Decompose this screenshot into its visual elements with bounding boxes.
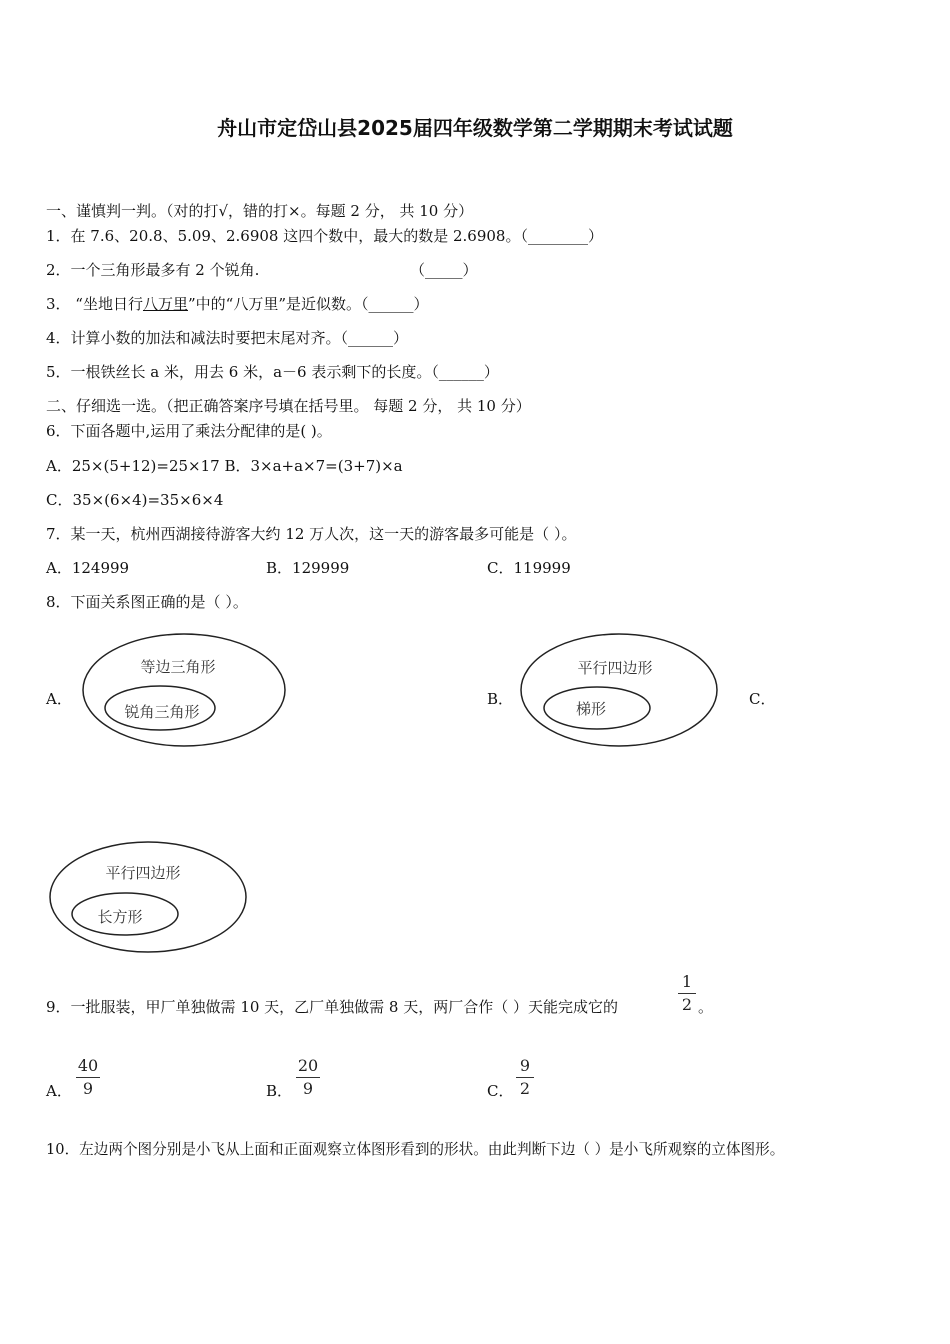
question-7-option-b: B．129999 <box>266 559 350 577</box>
question-7: 7．某一天，杭州西湖接待游客大约 12 万人次，这一天的游客最多可能是（ ）。 <box>46 525 577 543</box>
question-9: 9．一批服装，甲厂单独做需 10 天，乙厂单独做需 8 天，两厂合作（ ）天能完成它的 <box>46 998 619 1016</box>
diagram-a-outer-label: 等边三角形 <box>140 658 216 676</box>
question-4: 4．计算小数的加法和减法时要把末尾对齐。（______） <box>46 329 409 347</box>
diagram-c-outer-ellipse <box>50 842 246 952</box>
option-b-numerator: 20 <box>297 1056 319 1075</box>
question-6: 6．下面各题中,运用了乘法分配律的是( )。 <box>46 422 332 440</box>
fraction-bar <box>516 1077 534 1078</box>
question-6-options-ab: A．25×(5+12)=25×17 B．3×a+a×7=(3+7)×a <box>46 457 403 475</box>
question-8-option-c-label: C． <box>749 690 776 708</box>
diagram-b-outer-label: 平行四边形 <box>577 659 653 677</box>
diagram-c <box>48 840 250 956</box>
fraction-bar <box>296 1077 320 1078</box>
section2-heading: 二、仔细选一选。（把正确答案序号填在括号里。 每题 2 分， 共 10 分） <box>46 397 531 415</box>
option-c-numerator: 9 <box>519 1056 531 1075</box>
diagram-b-outer-ellipse <box>521 634 717 746</box>
question-9-fraction-denominator: 2 <box>681 995 693 1014</box>
question-3-underlined: 八万里 <box>142 295 188 313</box>
question-6-option-c: C．35×(6×4)=35×6×4 <box>46 491 224 509</box>
question-3 <box>46 294 429 314</box>
question-8-option-b-label: B． <box>487 690 514 708</box>
question-2: 2．一个三角形最多有 2 个锐角. <box>46 261 260 279</box>
question-7-option-a: A．124999 <box>46 559 130 577</box>
page-title: 舟山市定岱山县2025届四年级数学第二学期期末考试试题 <box>217 116 733 140</box>
question-10: 10．左边两个图分别是小飞从上面和正面观察立体图形看到的形状。由此判断下边（ ）是小飞所观察的立体图形。 <box>46 1141 785 1158</box>
diagram-c-inner-label: 长方形 <box>97 908 143 926</box>
diagram-a <box>80 632 288 750</box>
question-9-option-a-label: A． <box>46 1082 72 1100</box>
diagram-a-outer-ellipse <box>83 634 285 746</box>
diagram-a-inner-label: 锐角三角形 <box>124 703 200 721</box>
question-8-option-a-label: A． <box>46 690 72 708</box>
option-b-denominator: 9 <box>302 1079 314 1098</box>
question-2-answer-blank: （_____） <box>410 261 478 279</box>
option-a-numerator: 40 <box>77 1056 99 1075</box>
question-9-end: 。 <box>698 998 714 1016</box>
section1-heading: 一、谨慎判一判。（对的打√，错的打×。每题 2 分， 共 10 分） <box>46 202 474 220</box>
diagram-b-inner-label: 梯形 <box>575 700 607 718</box>
question-9-option-a-fraction <box>76 1056 100 1099</box>
question-3-prefix: 3． “坐地日行 <box>46 295 143 313</box>
fraction-bar <box>76 1077 100 1078</box>
question-9-option-c-fraction <box>516 1056 534 1099</box>
question-5: 5．一根铁丝长 a 米，用去 6 米，a－6 表示剩下的长度。（______） <box>46 363 499 381</box>
question-8: 8．下面关系图正确的是（ ）。 <box>46 593 248 611</box>
option-c-denominator: 2 <box>519 1079 531 1098</box>
question-7-option-c: C．119999 <box>487 559 571 577</box>
question-9-option-b-fraction <box>296 1056 320 1099</box>
question-9-option-b-label: B． <box>266 1082 293 1100</box>
fraction-bar <box>678 993 696 994</box>
question-9-fraction-numerator: 1 <box>681 972 693 991</box>
option-a-denominator: 9 <box>82 1079 94 1098</box>
question-9-fraction <box>678 972 696 1015</box>
question-3-suffix: ”中的“八万里”是近似数。（______） <box>188 295 429 313</box>
question-9-option-c-label: C． <box>487 1082 514 1100</box>
diagram-b <box>519 632 721 750</box>
diagram-c-outer-label: 平行四边形 <box>105 864 181 882</box>
question-1: 1．在 7.6、20.8、5.09、2.6908 这四个数中，最大的数是 2.6908。（________） <box>46 227 603 245</box>
